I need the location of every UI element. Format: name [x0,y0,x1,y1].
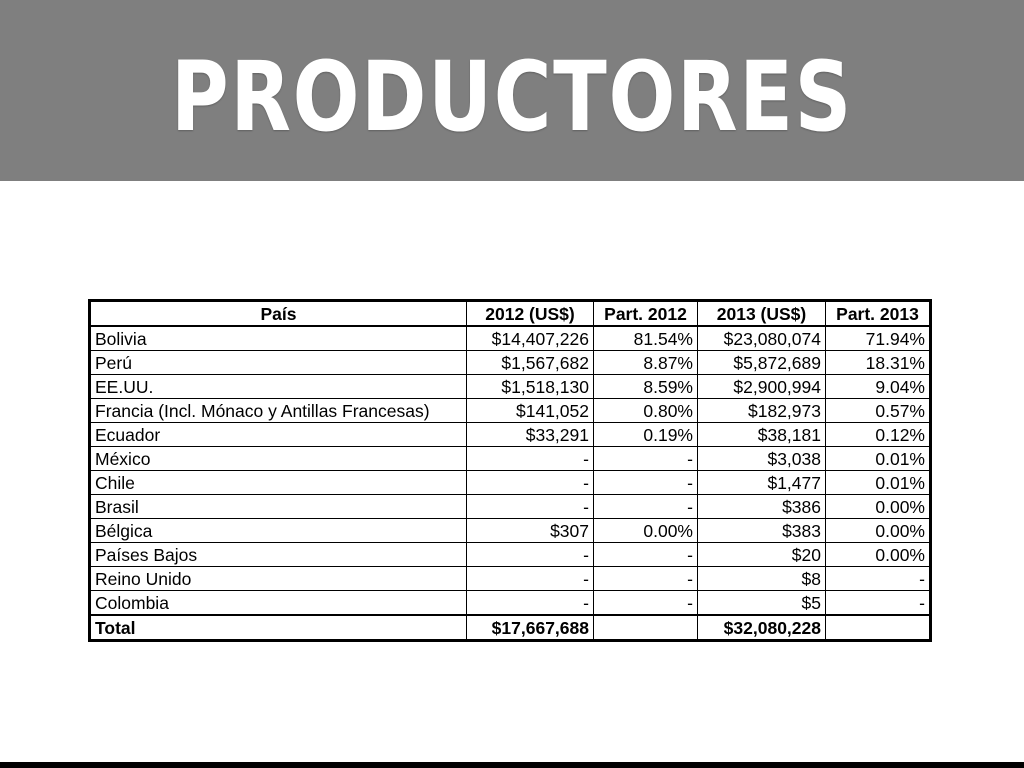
cell-share-2013: 0.01% [826,447,931,471]
table-row [90,326,931,351]
header-share-2012: Part. 2012 [594,301,698,327]
cell-2012-usd: $141,052 [467,399,594,423]
cell-2013-usd: $2,900,994 [698,375,826,399]
table-header-row [90,301,931,327]
cell-2013-usd: $386 [698,495,826,519]
cell-2013-usd: $383 [698,519,826,543]
table-row [90,543,931,567]
header-2013-usd: 2013 (US$) [698,301,826,327]
cell-2012-usd: - [467,543,594,567]
cell-2012-usd: $1,518,130 [467,375,594,399]
cell-country: Chile [90,471,467,495]
cell-country: Perú [90,351,467,375]
cell-2012-usd: - [467,495,594,519]
cell-share-2013: 0.00% [826,519,931,543]
cell-share-2013: 0.00% [826,543,931,567]
cell-2013-usd: $23,080,074 [698,326,826,351]
cell-share-2013: 0.00% [826,495,931,519]
cell-2012-usd: - [467,591,594,616]
cell-country: Países Bajos [90,543,467,567]
cell-2012-usd: - [467,447,594,471]
bottom-divider [0,762,1024,768]
header-2012-usd: 2012 (US$) [467,301,594,327]
cell-country: México [90,447,467,471]
table-body [90,326,931,641]
cell-2013-usd: $38,181 [698,423,826,447]
producers-table-container [88,299,929,642]
total-cell-share-2012 [594,615,698,641]
cell-country: EE.UU. [90,375,467,399]
total-cell-country: Total [90,615,467,641]
cell-2013-usd: $182,973 [698,399,826,423]
cell-share-2012: - [594,447,698,471]
cell-2013-usd: $8 [698,567,826,591]
table-row [90,495,931,519]
cell-country: Bélgica [90,519,467,543]
cell-share-2013: 0.01% [826,471,931,495]
cell-share-2013: 9.04% [826,375,931,399]
cell-share-2012: 0.80% [594,399,698,423]
cell-share-2012: 0.00% [594,519,698,543]
cell-country: Colombia [90,591,467,616]
cell-share-2012: - [594,567,698,591]
cell-country: Reino Unido [90,567,467,591]
table-row [90,567,931,591]
cell-2012-usd: - [467,567,594,591]
cell-2013-usd: $1,477 [698,471,826,495]
cell-share-2013: - [826,567,931,591]
table-row [90,447,931,471]
cell-2013-usd: $3,038 [698,447,826,471]
cell-country: Bolivia [90,326,467,351]
cell-share-2012: - [594,471,698,495]
cell-2013-usd: $20 [698,543,826,567]
cell-share-2012: - [594,495,698,519]
cell-share-2013: 0.12% [826,423,931,447]
page-title: PRODUCTORES [170,40,854,153]
cell-share-2013: 0.57% [826,399,931,423]
table-row [90,519,931,543]
table-row [90,399,931,423]
cell-country: Ecuador [90,423,467,447]
cell-share-2012: 0.19% [594,423,698,447]
cell-share-2012: - [594,591,698,616]
header-country: País [90,301,467,327]
cell-share-2013: 71.94% [826,326,931,351]
table-row [90,423,931,447]
table-row [90,375,931,399]
cell-country: Francia (Incl. Mónaco y Antillas Francesas) [90,399,467,423]
title-bar [0,0,1024,181]
table-total-row [90,615,931,641]
cell-2012-usd: $307 [467,519,594,543]
producers-table [88,299,932,642]
cell-share-2012: - [594,543,698,567]
table-row [90,471,931,495]
total-cell-share-2013 [826,615,931,641]
cell-share-2012: 8.59% [594,375,698,399]
total-cell-2013-usd: $32,080,228 [698,615,826,641]
cell-share-2013: - [826,591,931,616]
table-row [90,351,931,375]
total-cell-2012-usd: $17,667,688 [467,615,594,641]
cell-share-2013: 18.31% [826,351,931,375]
cell-2012-usd: $14,407,226 [467,326,594,351]
table-row [90,591,931,616]
cell-share-2012: 81.54% [594,326,698,351]
cell-share-2012: 8.87% [594,351,698,375]
cell-2013-usd: $5 [698,591,826,616]
header-share-2013: Part. 2013 [826,301,931,327]
cell-2012-usd: $1,567,682 [467,351,594,375]
cell-country: Brasil [90,495,467,519]
cell-2012-usd: - [467,471,594,495]
cell-2012-usd: $33,291 [467,423,594,447]
cell-2013-usd: $5,872,689 [698,351,826,375]
